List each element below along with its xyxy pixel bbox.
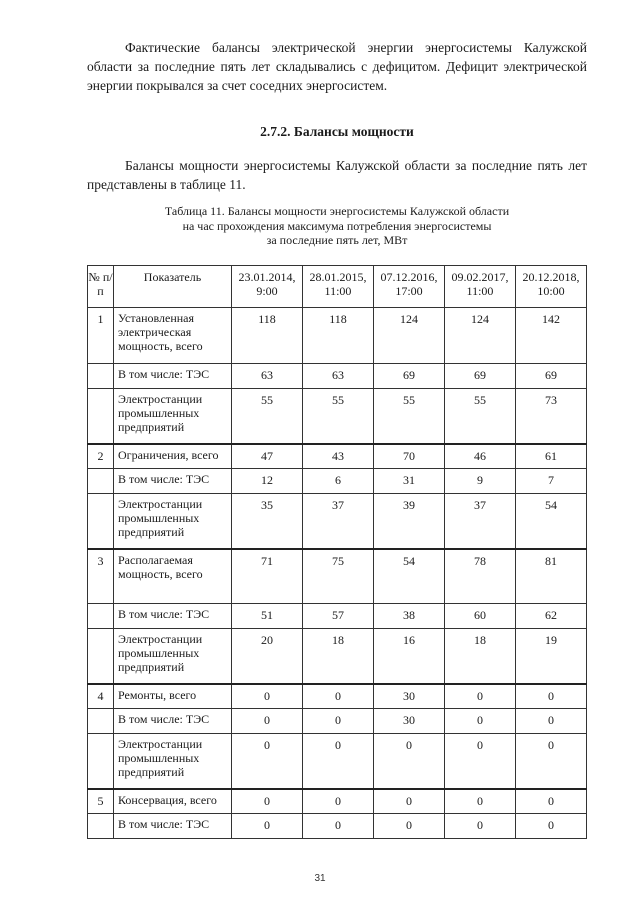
- table-row: [88, 549, 587, 604]
- row-value: 7: [516, 469, 587, 494]
- row-label: В том числе: ТЭС: [114, 469, 232, 494]
- header-indicator: Показатель: [114, 266, 232, 308]
- row-value: 0: [516, 814, 587, 839]
- row-value: 57: [303, 604, 374, 629]
- row-number: [88, 734, 114, 789]
- row-value: 55: [374, 389, 445, 444]
- header-date: 23.01.2014, 9:00: [232, 266, 303, 308]
- header-date: 09.02.2017, 11:00: [445, 266, 516, 308]
- table-row: [88, 364, 587, 389]
- table-row: [88, 734, 587, 789]
- row-value: 51: [232, 604, 303, 629]
- row-label: Установленная электрическая мощность, всего: [114, 308, 232, 364]
- row-value: 0: [232, 734, 303, 789]
- row-value: 0: [232, 789, 303, 814]
- row-number: 1: [88, 308, 114, 364]
- table-row: [88, 709, 587, 734]
- row-label: Электростанции промышленных предприятий: [114, 389, 232, 444]
- row-value: 31: [374, 469, 445, 494]
- table-caption-line-1: Таблица 11. Балансы мощности энергосистемы Калужской области: [164, 204, 510, 218]
- intro-paragraph: Фактические балансы электрической энергии энергосистемы Калужской области за последние пять лет складывались с дефицитом. Дефицит электрической энергии покрывался за счет соседних энергосистем.: [87, 40, 587, 93]
- row-value: 47: [232, 444, 303, 469]
- row-number: [88, 389, 114, 444]
- row-value: 35: [232, 494, 303, 549]
- row-value: 37: [445, 494, 516, 549]
- row-value: 55: [232, 389, 303, 444]
- row-value: 37: [303, 494, 374, 549]
- table-row: [88, 308, 587, 364]
- row-value: 142: [516, 308, 587, 364]
- header-date: 28.01.2015, 11:00: [303, 266, 374, 308]
- row-value: 46: [445, 444, 516, 469]
- row-value: 54: [374, 549, 445, 604]
- row-value: 0: [232, 684, 303, 709]
- row-value: 19: [516, 629, 587, 684]
- row-value: 73: [516, 389, 587, 444]
- row-value: 78: [445, 549, 516, 604]
- row-value: 0: [303, 734, 374, 789]
- row-value: 30: [374, 709, 445, 734]
- row-value: 0: [374, 789, 445, 814]
- page-number: 31: [314, 873, 326, 884]
- row-label: В том числе: ТЭС: [114, 604, 232, 629]
- row-value: 39: [374, 494, 445, 549]
- row-value: 69: [516, 364, 587, 389]
- row-value: 124: [374, 308, 445, 364]
- table-row: [88, 494, 587, 549]
- table-row: [88, 814, 587, 839]
- row-label: Электростанции промышленных предприятий: [114, 629, 232, 684]
- row-value: 0: [303, 709, 374, 734]
- row-value: 70: [374, 444, 445, 469]
- row-value: 69: [374, 364, 445, 389]
- table-caption-line-2: на час прохождения максимума потребления энергосистемы: [182, 218, 492, 233]
- row-value: 0: [445, 734, 516, 789]
- row-number: [88, 629, 114, 684]
- row-number: 2: [88, 444, 114, 469]
- header-date: 07.12.2016, 17:00: [374, 266, 445, 308]
- table-row: [88, 629, 587, 684]
- row-value: 0: [445, 814, 516, 839]
- row-number: 3: [88, 549, 114, 604]
- row-value: 0: [445, 684, 516, 709]
- table-row: [88, 469, 587, 494]
- table-row: [88, 789, 587, 814]
- row-label: Консервация, всего: [114, 789, 232, 814]
- row-label: В том числе: ТЭС: [114, 814, 232, 839]
- row-value: 63: [232, 364, 303, 389]
- row-value: 0: [516, 789, 587, 814]
- header-num: № п/п: [88, 266, 114, 308]
- row-value: 55: [303, 389, 374, 444]
- table-header-row: [88, 266, 587, 308]
- table-reference-paragraph: Балансы мощности энергосистемы Калужской области за последние пять лет представлены в таблице 11.: [87, 158, 587, 192]
- row-value: 0: [232, 709, 303, 734]
- row-value: 0: [516, 734, 587, 789]
- row-value: 54: [516, 494, 587, 549]
- row-value: 18: [303, 629, 374, 684]
- row-value: 118: [232, 308, 303, 364]
- table-row: [88, 604, 587, 629]
- row-value: 0: [445, 789, 516, 814]
- row-label: Электростанции промышленных предприятий: [114, 734, 232, 789]
- row-value: 12: [232, 469, 303, 494]
- table-caption-line-3: за последние пять лет, МВт: [266, 233, 408, 247]
- row-value: 9: [445, 469, 516, 494]
- row-number: [88, 814, 114, 839]
- row-value: 0: [516, 684, 587, 709]
- row-number: [88, 364, 114, 389]
- row-value: 0: [445, 709, 516, 734]
- row-value: 0: [303, 814, 374, 839]
- power-balance-table: [87, 265, 587, 839]
- row-value: 0: [374, 734, 445, 789]
- header-date: 20.12.2018, 10:00: [516, 266, 587, 308]
- row-value: 6: [303, 469, 374, 494]
- row-number: 4: [88, 684, 114, 709]
- row-value: 75: [303, 549, 374, 604]
- row-value: 0: [303, 789, 374, 814]
- row-value: 18: [445, 629, 516, 684]
- row-value: 61: [516, 444, 587, 469]
- row-label: Электростанции промышленных предприятий: [114, 494, 232, 549]
- row-value: 0: [516, 709, 587, 734]
- row-value: 62: [516, 604, 587, 629]
- table-row: [88, 444, 587, 469]
- row-label: Располагаемая мощность, всего: [114, 549, 232, 604]
- row-label: В том числе: ТЭС: [114, 364, 232, 389]
- row-value: 63: [303, 364, 374, 389]
- row-value: 38: [374, 604, 445, 629]
- table-caption: [87, 204, 587, 248]
- row-value: 81: [516, 549, 587, 604]
- row-value: 60: [445, 604, 516, 629]
- row-value: 69: [445, 364, 516, 389]
- row-number: [88, 494, 114, 549]
- row-value: 124: [445, 308, 516, 364]
- row-number: 5: [88, 789, 114, 814]
- row-value: 0: [374, 814, 445, 839]
- row-value: 0: [303, 684, 374, 709]
- row-label: Ограничения, всего: [114, 444, 232, 469]
- row-value: 30: [374, 684, 445, 709]
- row-label: В том числе: ТЭС: [114, 709, 232, 734]
- row-value: 0: [232, 814, 303, 839]
- row-number: [88, 709, 114, 734]
- row-value: 20: [232, 629, 303, 684]
- table-row: [88, 684, 587, 709]
- section-heading: 2.7.2. Балансы мощности: [260, 124, 414, 139]
- row-value: 43: [303, 444, 374, 469]
- row-value: 71: [232, 549, 303, 604]
- row-value: 16: [374, 629, 445, 684]
- table-row: [88, 389, 587, 444]
- row-value: 55: [445, 389, 516, 444]
- row-number: [88, 604, 114, 629]
- row-value: 118: [303, 308, 374, 364]
- row-number: [88, 469, 114, 494]
- row-label: Ремонты, всего: [114, 684, 232, 709]
